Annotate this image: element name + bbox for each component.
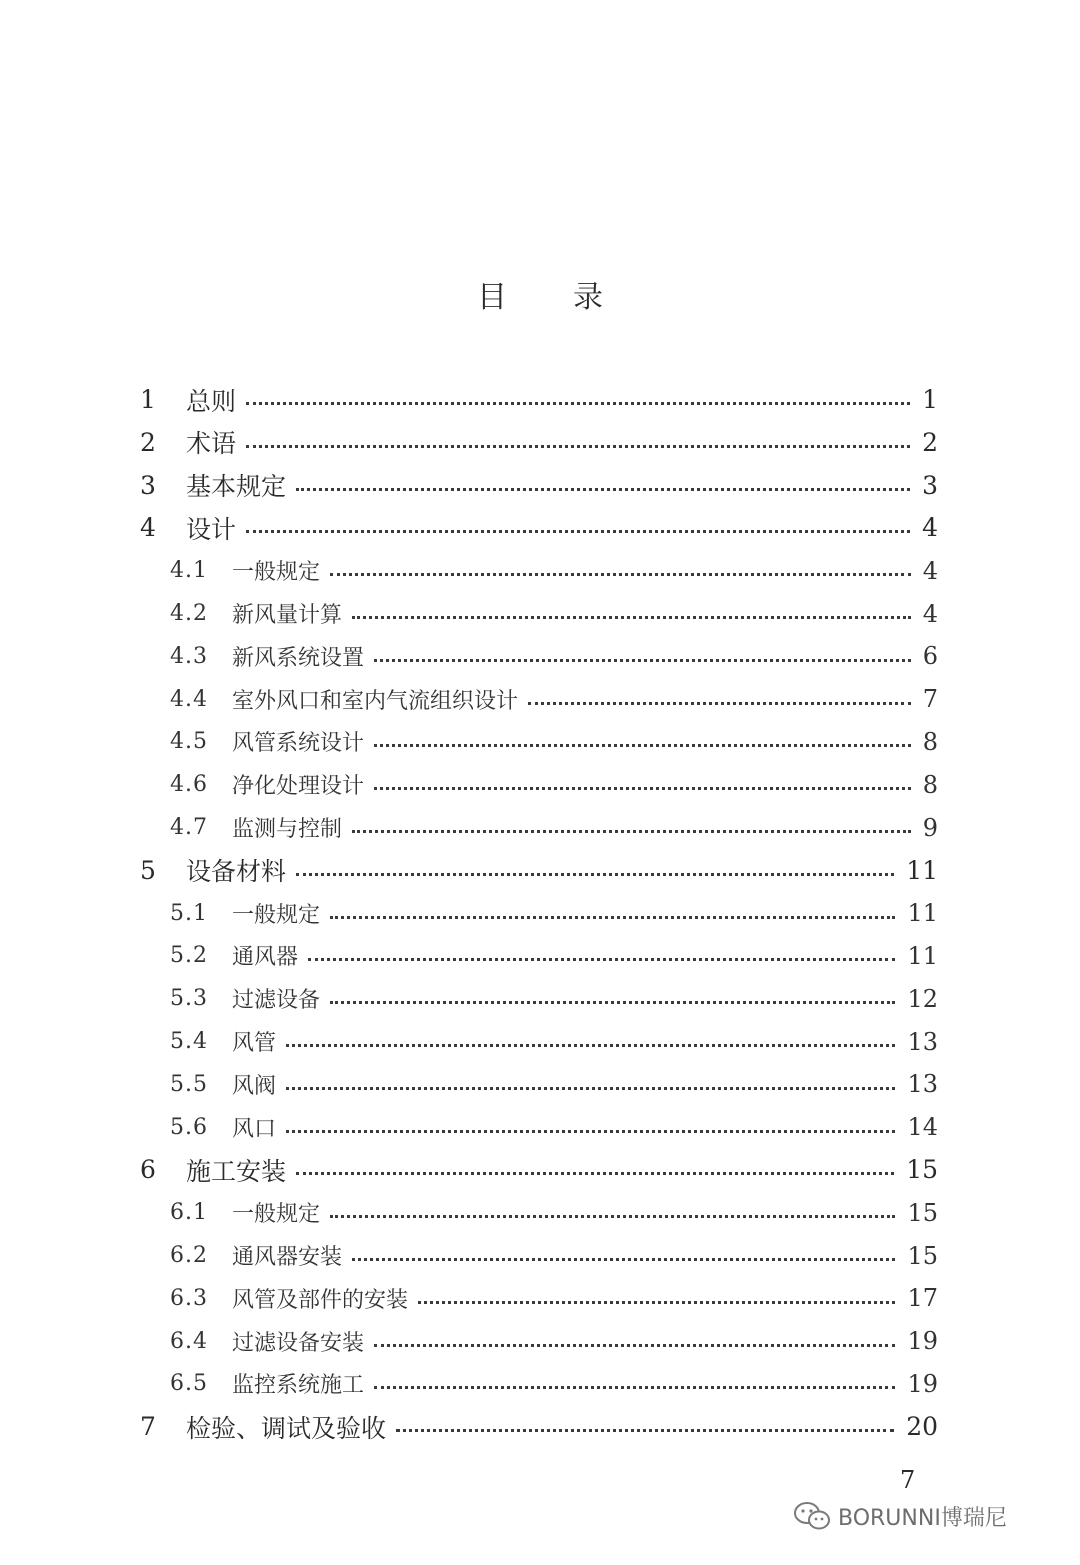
toc-entry[interactable] (0, 934, 1080, 977)
toc-entry-number: 6.5 (170, 1371, 208, 1397)
toc-entry[interactable] (0, 1106, 1080, 1149)
toc-entry-number: 5.2 (170, 943, 208, 969)
toc-entry-page: 11 (906, 855, 938, 885)
toc-entry-page: 2 (922, 427, 938, 457)
toc-entry-page: 19 (907, 1369, 938, 1398)
toc-leader-dots (330, 916, 895, 919)
toc-leader-dots (296, 1172, 894, 1175)
toc-leader-dots (528, 702, 911, 705)
toc-leader-dots (352, 616, 911, 619)
toc-entry[interactable] (0, 763, 1080, 806)
toc-entry-number: 6.3 (170, 1285, 208, 1311)
toc-entry-page: 4 (922, 599, 938, 628)
toc-entry-title: 施工安装 (186, 1156, 287, 1186)
toc-entry-number: 4.1 (170, 558, 208, 584)
toc-leader-dots (286, 1130, 895, 1133)
toc-leader-dots (396, 1429, 894, 1432)
toc-leader-dots (296, 488, 910, 491)
toc-entry-page: 4 (922, 513, 938, 543)
toc-entry-title: 术语 (186, 429, 237, 459)
toc-entry-title: 总则 (186, 386, 237, 416)
toc-entry-title: 风口 (232, 1116, 277, 1142)
toc-leader-dots (374, 787, 911, 790)
toc-entry-title: 一般规定 (232, 902, 321, 928)
toc-entry[interactable] (0, 592, 1080, 635)
toc-entry[interactable] (0, 977, 1080, 1020)
toc-entry[interactable] (0, 1320, 1080, 1363)
toc-leader-dots (374, 744, 911, 747)
toc-entry-title: 净化处理设计 (232, 774, 365, 800)
toc-entry[interactable] (0, 549, 1080, 592)
toc-entry-number: 4.3 (170, 643, 208, 669)
toc-entry-number: 5.6 (170, 1114, 208, 1140)
toc-entry-title: 设计 (186, 514, 237, 544)
toc-entry[interactable] (0, 806, 1080, 849)
toc-entry[interactable] (0, 1020, 1080, 1063)
toc-entry-number: 4.4 (170, 686, 208, 712)
toc-leader-dots (418, 1301, 895, 1304)
toc-entry-title: 过滤设备 (232, 988, 321, 1014)
toc-entry-page: 7 (922, 685, 938, 714)
toc-entry[interactable] (0, 1063, 1080, 1106)
toc-leader-dots (352, 1258, 895, 1261)
toc-entry-page: 11 (907, 941, 938, 970)
watermark-text: BORUNNI博瑞尼 (838, 1505, 1007, 1531)
toc-leader-dots (308, 958, 895, 961)
toc-entry-title: 风管 (232, 1031, 277, 1056)
toc-entry-number: 4.7 (170, 815, 208, 840)
toc-leader-dots (374, 659, 911, 662)
watermark (792, 1500, 1007, 1532)
toc-entry-title: 通风器安装 (232, 1245, 343, 1270)
toc-entry-page: 14 (907, 1113, 938, 1142)
toc-entry-page: 15 (907, 1241, 938, 1270)
toc-leader-dots (374, 1344, 895, 1347)
toc-entry[interactable] (0, 892, 1080, 935)
toc-entry-page: 9 (922, 813, 938, 842)
toc-entry-title: 监测与控制 (232, 817, 343, 842)
toc-entry-title: 一般规定 (232, 1202, 321, 1228)
toc-entry-page: 12 (907, 984, 938, 1013)
toc-entry-title: 设备材料 (186, 857, 287, 887)
toc-entry[interactable] (0, 720, 1080, 763)
toc-entry-number: 1 (140, 385, 156, 414)
toc-entry-number: 2 (140, 427, 156, 457)
toc-entry-title: 新风量计算 (232, 603, 343, 628)
page-title (0, 272, 1080, 316)
toc-entry-title: 通风器 (232, 945, 299, 971)
toc-entry-number: 4.5 (170, 729, 208, 755)
toc-entry-number: 5.1 (170, 900, 208, 926)
toc-entry[interactable] (0, 1362, 1080, 1405)
page-number: 7 (900, 1466, 916, 1494)
toc-entry-number: 3 (140, 470, 156, 500)
toc-entry-title: 风阀 (232, 1073, 277, 1099)
wechat-icon (792, 1500, 832, 1532)
toc-leader-dots (246, 402, 910, 405)
toc-entry-title: 一般规定 (232, 560, 321, 586)
toc-entry-page: 8 (922, 770, 938, 799)
toc-entry[interactable] (0, 421, 1080, 464)
toc-entry-title: 风管及部件的安装 (232, 1287, 409, 1313)
toc-entry[interactable] (0, 378, 1080, 421)
toc-leader-dots (286, 1044, 895, 1047)
toc-entry[interactable] (0, 635, 1080, 678)
toc-leader-dots (296, 873, 894, 876)
toc-entry-title: 检验、调试及验收 (186, 1413, 387, 1443)
toc-entry-page: 4 (922, 556, 938, 585)
toc-entry-number: 6.4 (170, 1328, 208, 1354)
toc-entry-page: 13 (907, 1027, 938, 1056)
toc-entry-page: 11 (907, 899, 938, 928)
toc-entry[interactable] (0, 1405, 1080, 1448)
toc-leader-dots (246, 530, 910, 533)
toc-leader-dots (352, 830, 911, 833)
toc-entry[interactable] (0, 1277, 1080, 1320)
toc-entry-page: 20 (906, 1412, 938, 1442)
toc-entry-page: 15 (906, 1155, 938, 1185)
toc-entry-page: 1 (922, 385, 938, 414)
title-char-2: 录 (573, 280, 603, 315)
toc-leader-dots (330, 573, 911, 576)
toc-entry-page: 17 (907, 1284, 938, 1313)
toc-leader-dots (246, 445, 910, 448)
toc-entry[interactable] (0, 464, 1080, 507)
toc-leader-dots (374, 1386, 895, 1389)
toc-entry-number: 6.2 (170, 1243, 208, 1268)
toc-entry-number: 4.6 (170, 772, 208, 798)
toc-entry[interactable] (0, 849, 1080, 892)
toc-entry[interactable] (0, 1148, 1080, 1191)
toc-entry-number: 5.5 (170, 1071, 208, 1097)
toc-entry-page: 3 (922, 470, 938, 500)
toc-entry[interactable] (0, 678, 1080, 721)
toc-entry-page: 6 (922, 642, 938, 671)
toc-entry-page: 8 (922, 727, 938, 756)
toc-entry-title: 基本规定 (186, 472, 287, 502)
toc-entry-title: 过滤设备安装 (232, 1330, 365, 1356)
toc-leader-dots (330, 1001, 895, 1004)
toc-entry-number: 6.1 (170, 1200, 208, 1226)
toc-entry-number: 5.3 (170, 986, 208, 1012)
toc-entry-title: 监控系统施工 (232, 1373, 365, 1399)
toc-entry-number: 7 (140, 1412, 156, 1442)
toc-entry-title: 新风系统设置 (232, 645, 365, 671)
toc-entry-title: 风管系统设计 (232, 731, 365, 757)
toc-entry-page: 19 (907, 1327, 938, 1356)
toc-entry[interactable] (0, 1191, 1080, 1234)
toc-leader-dots (330, 1215, 895, 1218)
toc-entry-title: 室外风口和室内气流组织设计 (232, 688, 519, 714)
toc-entry-page: 15 (907, 1198, 938, 1227)
toc-entry-number: 4.2 (170, 601, 208, 626)
toc-entry-number: 6 (140, 1155, 156, 1185)
toc-entry-number: 5 (140, 855, 156, 885)
toc-entry-number: 4 (140, 513, 156, 543)
title-char-1: 目 (477, 280, 507, 315)
toc-leader-dots (286, 1087, 895, 1090)
toc-entry[interactable] (0, 506, 1080, 549)
toc-entry[interactable] (0, 1234, 1080, 1277)
toc-entry-number: 5.4 (170, 1029, 208, 1054)
toc-entry-page: 13 (907, 1070, 938, 1099)
